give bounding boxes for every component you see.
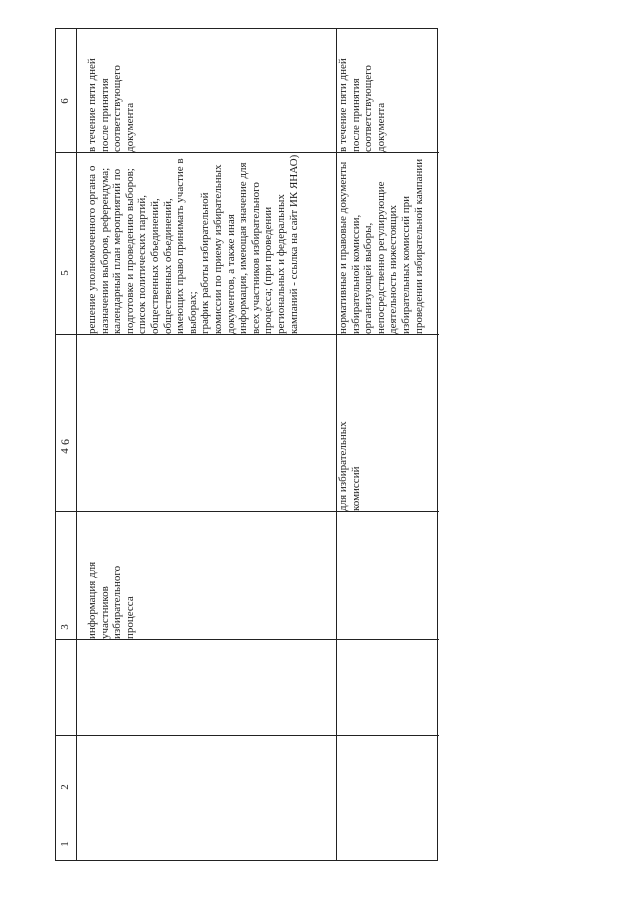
cell-line: документа <box>374 102 387 152</box>
row-separator <box>56 152 439 153</box>
cell-line: избирательного <box>111 565 124 639</box>
cell-line: кампаний - ссылка на сайт ИК ЯНАО) <box>287 154 300 334</box>
cell-line: соответствующего <box>111 65 124 152</box>
cell-line: решение уполномоченного органа о <box>86 165 98 334</box>
cell-line: календарный план мероприятий по <box>111 168 124 334</box>
header-6: 6 <box>59 98 71 104</box>
cell-line: процесса <box>123 596 136 639</box>
cell-line: информация для <box>86 561 98 639</box>
cell-line: организующей выборы, <box>362 222 375 334</box>
cell-line: в течение пяти дней <box>337 58 349 152</box>
cell-line: документа <box>123 102 136 152</box>
cell-line: для избирательных <box>337 421 349 511</box>
cell-line: в течение пяти дней <box>86 58 98 152</box>
cell-line: комиссии по приему избирательных <box>211 164 224 334</box>
cell-line: комиссий <box>349 466 362 511</box>
header-3: 3 <box>59 624 71 630</box>
row-separator <box>56 511 439 512</box>
cell-line: всех участников избирательного <box>249 182 262 334</box>
cell-line: проведении избирательной кампании <box>412 158 425 334</box>
cell-text <box>337 159 425 334</box>
cell-line: общественных объединений, <box>148 198 161 334</box>
header-2: 2 <box>59 784 71 790</box>
cell-line: региональных и федеральных <box>274 194 287 334</box>
cell-line: после принятия <box>349 78 362 152</box>
row-separator <box>56 735 439 736</box>
cell-line: документов, а также иная <box>224 214 237 334</box>
header-5: 5 <box>59 270 71 276</box>
cell-line: назначении выборов, референдума; <box>98 167 111 334</box>
cell-line: участников <box>98 586 111 639</box>
cell-line: деятельность нижестоящих <box>387 205 400 334</box>
cell-line: общественных объединений, <box>161 198 174 334</box>
cell-line: процесса; (при проведении <box>262 206 275 334</box>
cell-line: непосредственно регулирующие <box>374 181 387 334</box>
cell-text <box>86 155 300 334</box>
cell-line: список политических партий, <box>136 195 149 334</box>
cell-line: подготовке и проведению выборов; <box>123 168 136 334</box>
cell-line: имеющих право принимать участие в <box>174 158 187 334</box>
document-table <box>55 28 438 861</box>
row-separator <box>56 334 439 335</box>
cell-line: после принятия <box>98 78 111 152</box>
cell-line: выборах; <box>186 291 199 334</box>
cell-text <box>337 421 362 511</box>
cell-line: нормативные и правовые документы <box>337 161 349 334</box>
cell-line: соответствующего <box>362 65 375 152</box>
header-4: 4 <box>59 448 71 454</box>
cell-line: график работы избирательной <box>199 192 212 334</box>
cell-text <box>86 562 136 639</box>
page-number: 6 <box>58 439 72 445</box>
row-separator <box>56 639 439 640</box>
cell-line: информация, имеющая значение для <box>237 162 250 334</box>
cell-line: избирательной комиссии, <box>349 214 362 334</box>
cell-line: избирательных комиссий при <box>399 195 412 334</box>
cell-text <box>337 58 387 152</box>
cell-text <box>86 58 136 152</box>
header-1: 1 <box>59 841 71 847</box>
